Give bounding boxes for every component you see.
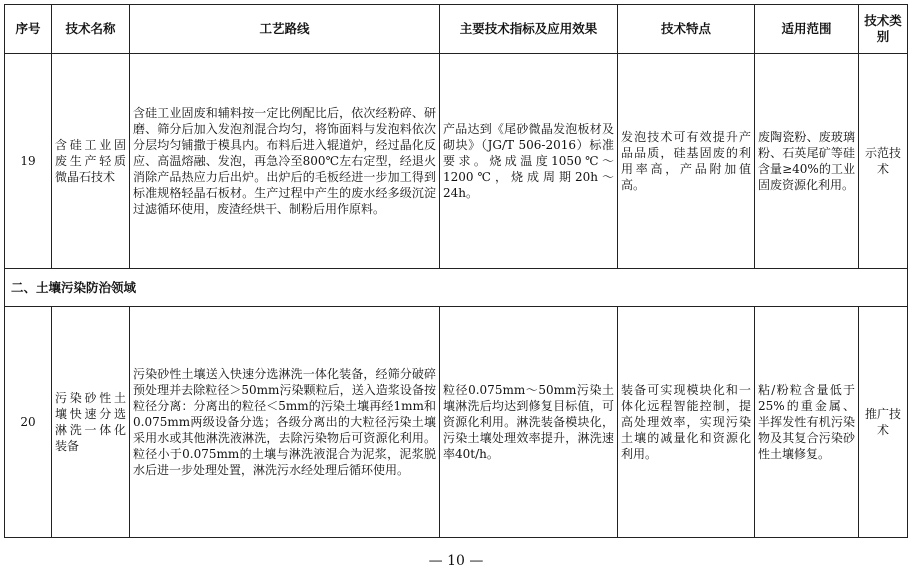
header-features: 技术特点 <box>618 5 755 54</box>
header-row <box>5 5 908 54</box>
name-cell: 含硅工业固废生产轻质微晶石技术 <box>52 54 130 269</box>
process-cell: 含硅工业固废和辅料按一定比例配比后，依次经粉碎、研磨、筛分后加入发泡剂混合均匀，将饰面料与发泡料依次分层均匀铺撒于模具内。布料后进入辊道炉，经过晶化反应、高温熔融、发泡，再急冷至800℃左右定型，经退火消除产品热应力后出炉。出炉后的毛板经进一步加工得到标准规格轻晶石板材。生产过程中产生的废水经多级沉淀过滤循环使用，废渣经烘干、制粉后用作原料。 <box>130 54 440 269</box>
section-row <box>5 269 908 307</box>
indicators-cell: 产品达到《尾砂微晶发泡板材及砌块》（JG/T 506-2016）标准要求。烧成温度1050℃～1200℃，烧成周期20h～24h。 <box>440 54 618 269</box>
technology-table <box>4 4 908 538</box>
scope-cell: 废陶瓷粉、废玻璃粉、石英尾矿等硅含量≥40%的工业固废资源化利用。 <box>755 54 859 269</box>
category-cell: 推广技术 <box>859 307 908 538</box>
features-cell: 装备可实现模块化和一体化远程智能控制，提高处理效率，实现污染土壤的减量化和资源化利用。 <box>618 307 755 538</box>
features-cell: 发泡技术可有效提升产品品质，硅基固废的利用率高，产品附加值高。 <box>618 54 755 269</box>
scope-cell: 粘/粉粒含量低于25%的重金属、半挥发性有机污染物及其复合污染砂性土壤修复。 <box>755 307 859 538</box>
process-cell: 污染砂性土壤送入快速分选淋洗一体化装备，经筛分破碎预处理并去除粒径＞50mm污染颗粒后，送入造浆设备按粒径分离：分离出的粒径＜5mm的污染土壤再经1mm和0.075mm两级设备分选；各级分离出的大粒径污染土壤采用水或其他淋洗液淋洗，去除污染物后可资源化利用。粒径小于0.075mm的土壤与淋洗液混合为泥浆，泥浆脱水后进一步处理处置，淋洗污水经处理后循环使用。 <box>130 307 440 538</box>
header-category: 技术类别 <box>859 5 908 54</box>
table-row <box>5 54 908 269</box>
page-number: — 10 — <box>428 553 484 569</box>
header-scope: 适用范围 <box>755 5 859 54</box>
header-indicators: 主要技术指标及应用效果 <box>440 5 618 54</box>
header-seq: 序号 <box>5 5 52 54</box>
table-row <box>5 307 908 538</box>
header-process: 工艺路线 <box>130 5 440 54</box>
seq-cell: 20 <box>5 307 52 538</box>
indicators-cell: 粒径0.075mm～50mm污染土壤淋洗后均达到修复目标值，可资源化利用。淋洗装备模块化，污染土壤处理效率提升，淋洗速率40t/h。 <box>440 307 618 538</box>
header-name: 技术名称 <box>52 5 130 54</box>
name-cell: 污染砂性土壤快速分选淋洗一体化装备 <box>52 307 130 538</box>
category-cell: 示范技术 <box>859 54 908 269</box>
seq-cell: 19 <box>5 54 52 269</box>
section-heading: 二、土壤污染防治领域 <box>5 269 908 307</box>
